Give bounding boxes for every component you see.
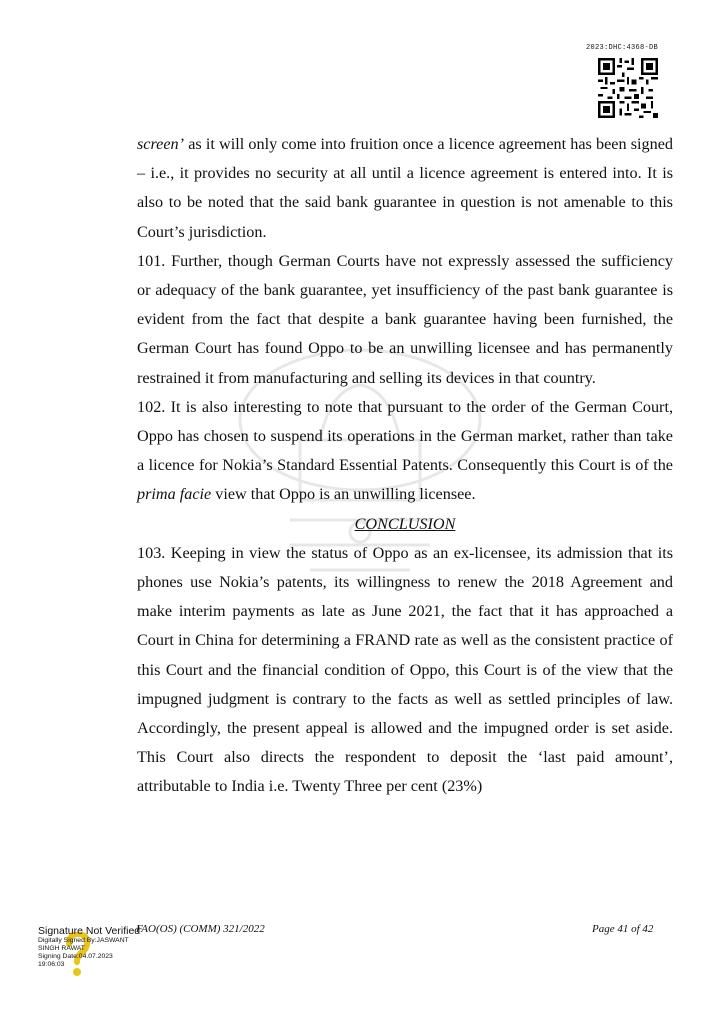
judgment-body xyxy=(137,130,673,802)
italic-term: prima facie xyxy=(137,485,212,504)
digital-signature-block xyxy=(38,925,148,969)
paragraph-continued xyxy=(137,130,673,247)
case-number: FAO(OS) (COMM) 321/2022 xyxy=(136,923,265,935)
qr-code-icon xyxy=(598,58,658,118)
paragraph-103: 103. Keeping in view the status of Oppo as an ex-licensee, its admission that its phones use Nokia’s patents, its willingness to renew the 2018 Agreement and make interim payments as late as June 2021, the fact that it has approached a Court in China for determining a FRAND rate as well as the consistent practice of this Court and the financial condition of Oppo, this Court is of the view that the impugned judgment is contrary to the facts as well as settled principles of law. Accordingly, the present appeal is allowed and the impugned order is set aside. This Court also directs the respondent to deposit the ‘last paid amount’, attributable to India i.e. Twenty Three per cent (23%) xyxy=(137,543,673,796)
italic-term: screen’ xyxy=(137,135,185,153)
section-heading: CONCLUSION xyxy=(354,514,456,533)
paragraph-text: view that Oppo is an unwilling licensee. xyxy=(211,485,476,504)
paragraph-102 xyxy=(137,393,673,510)
paragraph-text: as it will only come into fruition once a licence agreement has been signed – i.e., it provides no security at all until a licence agreement is entered into. It is also to be noted that the said bank guarantee in question is not amenable to this Court’s jurisdiction. xyxy=(137,135,673,241)
neutral-citation: 2023:DHC:4368-DB xyxy=(585,44,658,52)
signer-line: Digitally Signed By:JASWANT xyxy=(38,937,129,944)
paragraph-text: 102. It is also interesting to note that pursuant to the order of the German Court, Oppo has chosen to suspend its operations in the German market, rather than take a licence for Nokia’s Standard Essential Patents. Consequently this Court is of the xyxy=(137,397,673,475)
signing-time: 19:06:03 xyxy=(38,961,65,968)
paragraph-101: 101. Further, though German Courts have not expressly assessed the sufficiency or adequacy of the bank guarantee, yet insufficiency of the past bank guarantee is evident from the fact that despite a bank guarantee having been furnished, the German Court has found Oppo to be an unwilling licensee and has permanently restrained it from manufacturing and selling its devices in that country. xyxy=(137,251,673,387)
signature-status: Signature Not Verified xyxy=(38,925,141,937)
signing-date: Signing Date:04.07.2023 xyxy=(38,953,113,960)
page-number: Page 41 of 42 xyxy=(592,923,654,935)
signer-name: SINGH RAWAT xyxy=(38,945,85,952)
